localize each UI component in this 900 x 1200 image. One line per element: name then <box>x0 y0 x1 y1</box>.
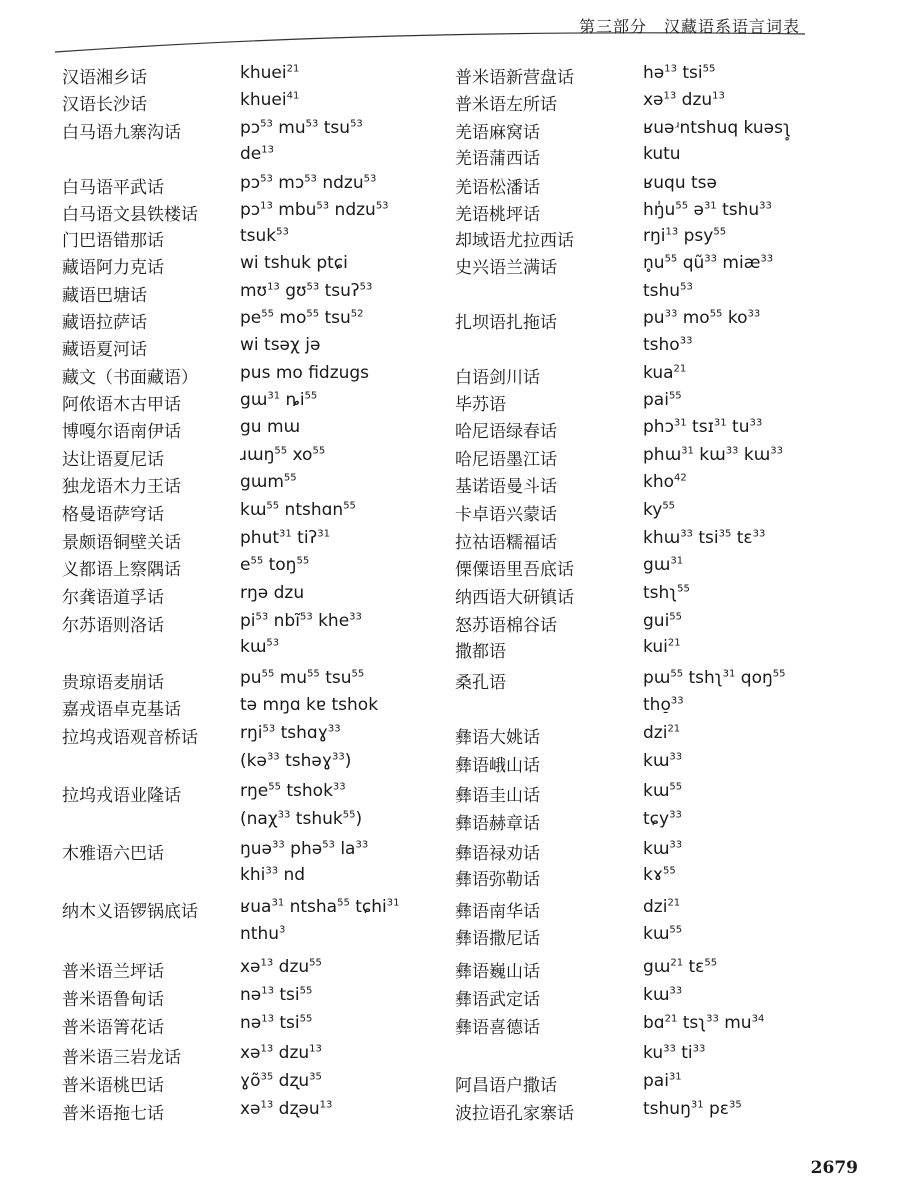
language-name: 汉语湘乡话 <box>62 68 147 88</box>
language-name: 普米语新营盘话 <box>455 68 574 88</box>
language-name: 普米语三岩龙话 <box>62 1048 181 1068</box>
transcription: $pi^{53}$ nbĩ$^{53}$ khe$^{33}$ <box>240 611 362 631</box>
language-name: 藏语巴塘话 <box>62 286 147 306</box>
transcription: tshʅ$^{55}$ <box>643 583 690 603</box>
language-name: 哈尼语绿春话 <box>455 422 557 442</box>
transcription: pai$^{55}$ <box>643 390 682 410</box>
transcription: kɯ$^{55}$ ntshɑn$^{55}$ <box>240 500 356 520</box>
transcription: kutu <box>643 144 681 164</box>
transcription: nthu$^3$ <box>240 924 286 944</box>
transcription: bɑ$^{21}$ tsʅ$^{33}$ $mu^{34}$ <box>643 1013 765 1033</box>
language-name: 彝语喜德话 <box>455 1018 540 1038</box>
language-name: 彝语弥勒话 <box>455 870 540 890</box>
transcription: gɯ$^{21}$ tɛ$^{55}$ <box>643 957 718 977</box>
language-name: 却域语尤拉西话 <box>455 231 574 251</box>
language-name: 普米语兰坪话 <box>62 962 164 982</box>
language-name: 独龙语木力王话 <box>62 477 181 497</box>
page-header <box>0 0 900 60</box>
transcription: nə$^{13}$ tsi$^{55}$ <box>240 1013 313 1033</box>
language-name: 波拉语孔家寨话 <box>455 1104 574 1124</box>
transcription: ɣõ$^{35}$ dʐu$^{35}$ <box>240 1071 322 1091</box>
language-name: 阿昌语户撒话 <box>455 1076 557 1096</box>
language-name: 基诺语曼斗话 <box>455 477 557 497</box>
transcription: (kə$^{33}$ tshəɣ$^{33}$) <box>240 751 352 771</box>
transcription: kho$^{42}$ <box>643 472 687 492</box>
transcription: kɯ$^{33}$ <box>643 985 683 1005</box>
transcription: rŋe$^{55}$ tshok$^{33}$ <box>240 781 346 801</box>
transcription: khuei$^{21}$ <box>240 63 300 83</box>
transcription: $de^{13}$ <box>240 144 274 164</box>
transcription: tsuk$^{53}$ <box>240 226 289 246</box>
transcription: ʁuəʴntshuq kuəsʅ̥ <box>643 118 791 138</box>
transcription: kɤ$^{55}$ <box>643 865 676 885</box>
language-name: 彝语撒尼话 <box>455 929 540 949</box>
transcription: $pe^{55}$ $mo^{55}$ tsu$^{52}$ <box>240 308 364 328</box>
transcription: ŋuə$^{33}$ phə$^{53}$ $la^{33}$ <box>240 839 369 859</box>
transcription: $ky^{55}$ <box>643 500 676 520</box>
language-name: 尔苏语则洛话 <box>62 616 164 636</box>
transcription: kɯ$^{53}$ <box>240 637 280 657</box>
page-number: 2679 <box>810 1158 858 1178</box>
language-name: 拉祜语糯福话 <box>455 533 557 553</box>
language-name: 阿侬语木古甲话 <box>62 395 181 415</box>
transcription: ɹɯŋ$^{55}$ $xo^{55}$ <box>240 445 326 465</box>
language-name: 扎坝语扎拖话 <box>455 313 557 333</box>
language-name: 汉语长沙话 <box>62 95 147 115</box>
language-name: 彝语南华话 <box>455 902 540 922</box>
language-name: 彝语赫章话 <box>455 814 540 834</box>
transcription: ʁua$^{31}$ ntsha$^{55}$ tɕhi$^{31}$ <box>240 897 400 917</box>
transcription: wi tsəχ jə <box>240 335 321 355</box>
transcription: xə$^{13}$ dzu$^{13}$ <box>240 1043 322 1063</box>
transcription: kɯ$^{55}$ <box>643 924 683 944</box>
transcription: $e^{55}$ toŋ$^{55}$ <box>240 555 310 575</box>
language-name: 白马语文县铁楼话 <box>62 205 198 225</box>
transcription: kua$^{21}$ <box>643 363 687 383</box>
transcription: pɔ$^{53}$ mɔ$^{53}$ ndzu$^{53}$ <box>240 173 377 193</box>
language-name: 格曼语萨穹话 <box>62 505 164 525</box>
transcription: khɯ$^{33}$ tsi$^{35}$ tɛ$^{33}$ <box>643 528 766 548</box>
transcription: phut$^{31}$ tiʔ$^{31}$ <box>240 528 330 548</box>
language-name: 彝语禄劝话 <box>455 844 540 864</box>
language-name: 羌语蒲西话 <box>455 149 540 169</box>
language-name: 彝语圭山话 <box>455 786 540 806</box>
transcription: pɔ$^{53}$ $mu^{53}$ tsu$^{53}$ <box>240 118 363 138</box>
language-name: 羌语桃坪话 <box>455 205 540 225</box>
language-name: 桑孔语 <box>455 673 506 693</box>
transcription: gu mɯ <box>240 417 301 437</box>
transcription: ʁuqu tsə <box>643 173 717 193</box>
transcription: (naχ$^{33}$ tshuk$^{55}$) <box>240 809 363 829</box>
language-name: 普米语拖七话 <box>62 1104 164 1124</box>
transcription: wi tshuk ptɕi <box>240 253 348 273</box>
language-name: 达让语夏尼话 <box>62 450 164 470</box>
transcription: phɯ$^{31}$ kɯ$^{33}$ kɯ$^{33}$ <box>643 445 783 465</box>
language-name: 撒都语 <box>455 642 506 662</box>
transcription: kui$^{21}$ <box>643 637 681 657</box>
language-name: 白语剑川话 <box>455 368 540 388</box>
language-name: 嘉戎语卓克基话 <box>62 700 181 720</box>
language-name: 普米语左所话 <box>455 95 557 115</box>
language-name: 白马语九寨沟话 <box>62 123 181 143</box>
transcription: tshu$^{53}$ <box>643 281 693 301</box>
transcription: $pu^{33}$ $mo^{55}$ $ko^{33}$ <box>643 308 761 328</box>
transcription: kɯ$^{33}$ <box>643 751 683 771</box>
transcription: rŋə dzu <box>240 583 305 603</box>
transcription: khuei$^{41}$ <box>240 90 300 110</box>
transcription: dzi$^{21}$ <box>643 723 681 743</box>
transcription: $ku^{33}$ $ti^{33}$ <box>643 1043 706 1063</box>
transcription: nə$^{13}$ tsi$^{55}$ <box>240 985 313 1005</box>
language-name: 普米语鲁甸话 <box>62 990 164 1010</box>
transcription: xə$^{13}$ dzu$^{13}$ <box>643 90 725 110</box>
language-name: 彝语大姚话 <box>455 728 540 748</box>
transcription: tə mŋɑ kɐ tshok <box>240 695 379 715</box>
transcription: tɕy$^{33}$ <box>643 809 682 829</box>
language-name: 尔龚语道孚话 <box>62 588 164 608</box>
running-head: 第三部分 汉藏语系语言词表 <box>578 17 800 36</box>
language-name: 景颇语铜壁关话 <box>62 533 181 553</box>
transcription: hə$^{13}$ tsi$^{55}$ <box>643 63 716 83</box>
language-name: 普米语箐花话 <box>62 1018 164 1038</box>
language-name: 白马语平武话 <box>62 178 164 198</box>
language-name: 木雅语六巴话 <box>62 844 164 864</box>
language-name: 门巴语错那话 <box>62 231 164 251</box>
transcription: gɯm$^{55}$ <box>240 472 297 492</box>
language-name: 藏语阿力克话 <box>62 258 164 278</box>
transcription: pus mo fidzugs <box>240 363 370 383</box>
transcription: pɯ$^{55}$ tshʅ$^{31}$ qoŋ$^{55}$ <box>643 668 786 688</box>
transcription: tho̠$^{33}$ <box>643 695 684 715</box>
transcription: tsho$^{33}$ <box>643 335 693 355</box>
language-name: 彝语武定话 <box>455 990 540 1010</box>
language-name: 藏文（书面藏语） <box>62 368 198 388</box>
language-name: 博嘎尔语南伊话 <box>62 422 181 442</box>
transcription: gui$^{55}$ <box>643 611 683 631</box>
transcription: tshuŋ$^{31}$ pɛ$^{35}$ <box>643 1099 742 1119</box>
language-name: 贵琼语麦崩话 <box>62 673 164 693</box>
language-name: 怒苏语棉谷话 <box>455 616 557 636</box>
language-name: 拉坞戎语业隆话 <box>62 786 181 806</box>
transcription: pɔ$^{13}$ mbu$^{53}$ ndzu$^{53}$ <box>240 200 389 220</box>
language-name: 羌语麻窝话 <box>455 123 540 143</box>
transcription: $n̥u^{55}$ $qũ^{33}$ miæ$^{33}$ <box>643 253 774 273</box>
language-name: 毕苏语 <box>455 395 506 415</box>
language-name: 藏语拉萨话 <box>62 313 147 333</box>
language-name: 义都语上察隅话 <box>62 560 181 580</box>
transcription: xə$^{13}$ dzu$^{55}$ <box>240 957 322 977</box>
transcription: kɯ$^{33}$ <box>643 839 683 859</box>
transcription: pai$^{31}$ <box>643 1071 682 1091</box>
language-name: 普米语桃巴话 <box>62 1076 164 1096</box>
language-name: 史兴语兰满话 <box>455 258 557 278</box>
language-name: 傈僳语里吾底话 <box>455 560 574 580</box>
language-name: 卡卓语兴蒙话 <box>455 505 557 525</box>
transcription: rŋi$^{13}$ psy$^{55}$ <box>643 226 727 246</box>
transcription: kɯ$^{55}$ <box>643 781 683 801</box>
transcription: $hŋ̍u^{55}$ ə$^{31}$ tshu$^{33}$ <box>643 200 772 220</box>
transcription: xə$^{13}$ dʐəu$^{13}$ <box>240 1099 333 1119</box>
transcription: gɯ$^{31}$ $ȵi^{55}$ <box>240 390 318 410</box>
transcription: mʊ$^{13}$ gʊ$^{53}$ tsuʔ$^{53}$ <box>240 281 373 301</box>
transcription: rŋi$^{53}$ tshɑɣ$^{33}$ <box>240 723 341 743</box>
language-name: 纳木义语锣锅底话 <box>62 902 198 922</box>
language-name: 羌语松潘话 <box>455 178 540 198</box>
language-name: 彝语巍山话 <box>455 962 540 982</box>
transcription: $pu^{55}$ $mu^{55}$ tsu$^{55}$ <box>240 668 365 688</box>
language-name: 哈尼语墨江话 <box>455 450 557 470</box>
transcription: gɯ$^{31}$ <box>643 555 684 575</box>
language-name: 彝语峨山话 <box>455 756 540 776</box>
transcription: phɔ$^{31}$ tsɪ$^{31}$ $tu^{33}$ <box>643 417 763 437</box>
language-name: 拉坞戎语观音桥话 <box>62 728 198 748</box>
language-name: 纳西语大研镇话 <box>455 588 574 608</box>
transcription: khi$^{33}$ nd <box>240 865 306 885</box>
language-name: 藏语夏河话 <box>62 340 147 360</box>
transcription: dzi$^{21}$ <box>643 897 681 917</box>
